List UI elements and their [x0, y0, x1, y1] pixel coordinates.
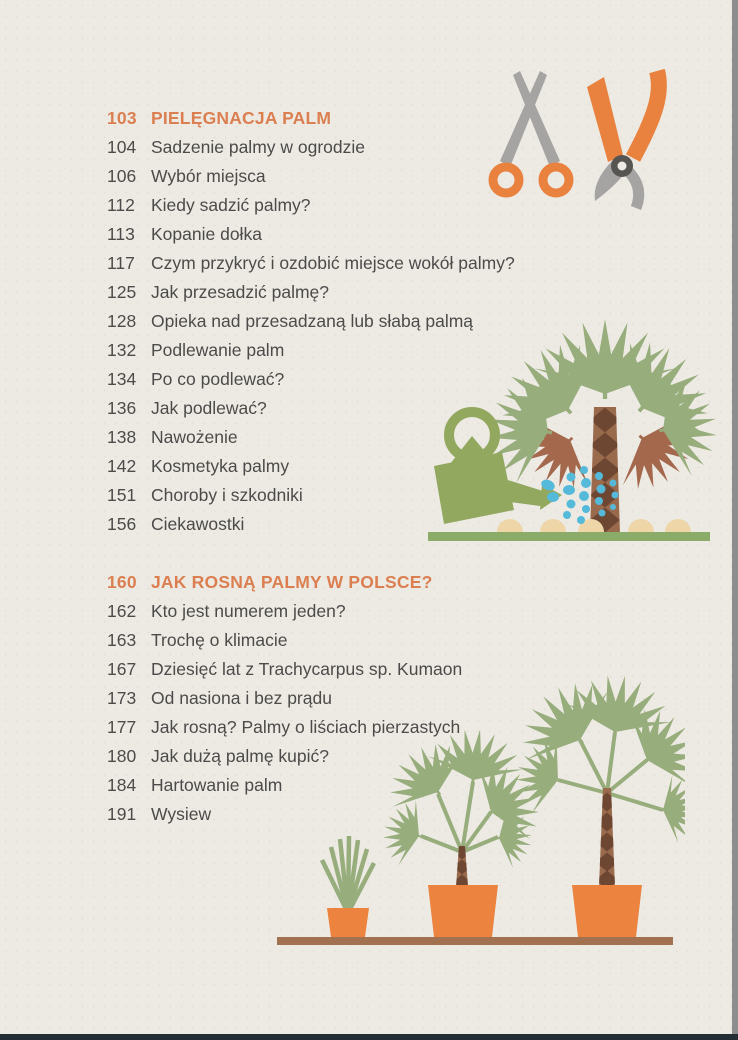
toc-entry-title: Kiedy sadzić palmy? [151, 195, 311, 215]
toc-page-number: 167 [107, 659, 137, 679]
toc-entry-title: Wysiew [151, 804, 212, 824]
toc-page-number: 177 [107, 717, 137, 737]
toc-section-title: JAK ROSNĄ PALMY W POLSCE? [151, 572, 433, 592]
toc-entry [107, 162, 515, 191]
toc-section-title: PIELĘGNACJA PALM [151, 108, 332, 128]
toc-page-number: 125 [107, 282, 137, 302]
toc-entry-title: Po co podlewać? [151, 369, 285, 389]
toc-entry-title: Od nasiona i bez prądu [151, 688, 332, 708]
soil-mounds [497, 519, 691, 532]
toc-entry [107, 626, 515, 655]
ground-strip [428, 532, 710, 541]
pruning-shears-icon [587, 71, 659, 208]
toc-page-number: 162 [107, 601, 137, 621]
toc-page-number: 138 [107, 427, 137, 447]
toc-entry-title: Podlewanie palm [151, 340, 285, 360]
toc-entry-title: Trochę o klimacie [151, 630, 288, 650]
toc-entry-title: Kosmetyka palmy [151, 456, 290, 476]
toc-entry [107, 597, 515, 626]
toc-entry-title: Ciekawostki [151, 514, 245, 534]
toc-entry-title: Jak przesadzić palmę? [151, 282, 329, 302]
toc-entry-title: Sadzenie palmy w ogrodzie [151, 137, 366, 157]
mature-palm-pot [502, 662, 685, 937]
toc-page-number: 151 [107, 485, 137, 505]
young-palm-pot [373, 723, 556, 937]
toc-page-number: 113 [107, 224, 135, 244]
toc-entry-title: Wybór miejsca [151, 166, 266, 186]
toc-entry [107, 220, 515, 249]
toc-page-number: 160 [107, 572, 137, 592]
toc-section-header [107, 568, 515, 597]
toc-page-number: 104 [107, 137, 137, 157]
toc-page-number: 191 [107, 804, 137, 824]
toc-page-number: 132 [107, 340, 137, 360]
watering-palm-illustration [420, 282, 720, 544]
toc-page-number: 128 [107, 311, 137, 331]
toc-page-number: 117 [107, 253, 135, 273]
seedling-pot [322, 836, 374, 937]
toc-entry-title: Choroby i szkodniki [151, 485, 303, 505]
toc-page-number: 173 [107, 688, 137, 708]
toc-entry-title: Nawożenie [151, 427, 238, 447]
toc-entry-title: Kto jest numerem jeden? [151, 601, 346, 621]
wooden-shelf [277, 937, 673, 945]
toc-page-number: 112 [107, 195, 135, 215]
toc-page-number: 142 [107, 456, 137, 476]
toc-entry-title: Dziesięć lat z Trachycarpus sp. Kumaon [151, 659, 463, 679]
toc-page-number: 156 [107, 514, 137, 534]
toc-entry-title: Hartowanie palm [151, 775, 283, 795]
toc-entry [107, 133, 515, 162]
toc-page-number: 103 [107, 108, 137, 128]
garden-tools-illustration [480, 65, 680, 210]
toc-page-number: 184 [107, 775, 137, 795]
toc-page-number: 180 [107, 746, 137, 766]
toc-entry [107, 191, 515, 220]
toc-entry-title: Jak dużą palmę kupić? [151, 746, 330, 766]
toc-page-number: 163 [107, 630, 137, 650]
page-right-edge [732, 0, 738, 1040]
toc-entry [107, 249, 515, 278]
scissors-icon [493, 71, 569, 193]
page-bottom-bar [0, 1034, 738, 1040]
toc-entry-title: Czym przykryć i ozdobić miejsce wokół palmy? [151, 253, 515, 273]
toc-entry-title: Opieka nad przesadzaną lub słabą palmą [151, 311, 474, 331]
toc-page-number: 106 [107, 166, 137, 186]
toc-page-number: 136 [107, 398, 137, 418]
toc-entry-title: Jak podlewać? [151, 398, 267, 418]
toc-page-number: 134 [107, 369, 137, 389]
palm-growth-stages-illustration [275, 660, 685, 945]
toc-entry-title: Jak rosną? Palmy o liściach pierzastych [151, 717, 461, 737]
toc-entry-title: Kopanie dołka [151, 224, 262, 244]
toc-section-header [107, 104, 515, 133]
